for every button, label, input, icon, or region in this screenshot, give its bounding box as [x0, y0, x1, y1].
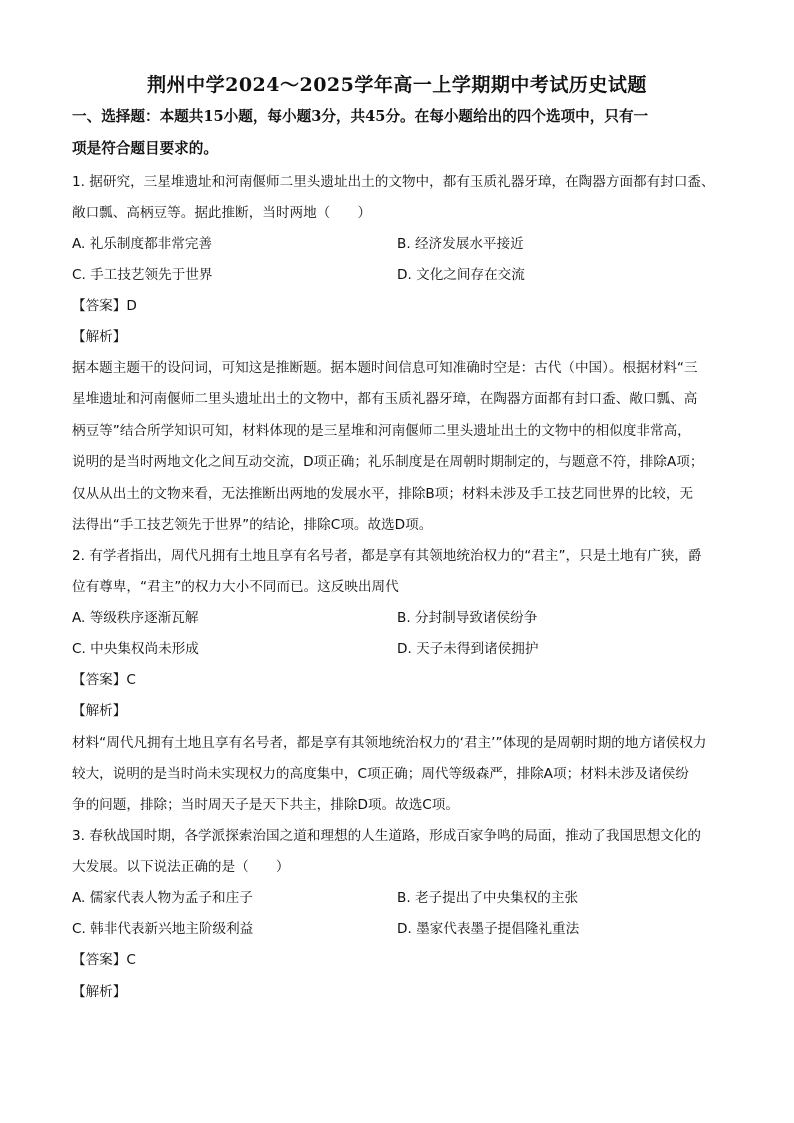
q3-stem-line-1: 3. 春秋战国时期，各学派探索治国之道和理想的人生道路，形成百家争鸣的局面，推动了我国思想文化的	[72, 828, 702, 844]
q1-analysis-line: 仅从从出土的文物来看，无法推断出两地的发展水平，排除B项；材料未涉及手工技艺同世界的比较，无	[72, 486, 694, 502]
q2-stem-line-1: 2. 有学者指出，周代凡拥有土地且享有名号者，都是享有其领地统治权力的“君主”，只是土地有广狭，爵	[72, 548, 702, 564]
q1-analysis-line: 柄豆等”结合所学知识可知，材料体现的是三星堆和河南偃师二里头遗址出土的文物中的相似度非常高，	[72, 423, 691, 439]
q1-option-d: D. 文化之间存在交流	[397, 267, 525, 283]
q2-option-a: A. 等级秩序逐渐瓦解	[72, 610, 199, 626]
q1-analysis-line: 法得出“手工技艺领先于世界”的结论，排除C项。故选D项。	[72, 517, 433, 533]
section-heading-line-2: 项是符合题目要求的。	[72, 140, 218, 157]
q2-answer: 【答案】C	[72, 672, 136, 688]
q1-option-a: A. 礼乐制度都非常完善	[72, 236, 213, 252]
q3-answer: 【答案】C	[72, 952, 136, 968]
q1-analysis-line: 说明的是当时两地文化之间互动交流，D项正确；礼乐制度是在周朝时期制定的，与题意不符，排除A项；	[72, 454, 704, 470]
q1-analysis-line: 星堆遗址和河南偃师二里头遗址出土的文物中，都有玉质礼器牙璋，在陶器方面都有封口盉、敞口瓢、高	[72, 391, 698, 407]
q1-analysis-label: 【解析】	[72, 329, 127, 345]
q2-analysis-line: 较大，说明的是当时尚未实现权力的高度集中，C项正确；周代等级森严，排除A项；材料未涉及诸侯纷	[72, 766, 689, 782]
q2-analysis-line: 争的问题，排除；当时周天子是天下共主，排除D项。故选C项。	[72, 797, 459, 813]
q3-option-a: A. 儒家代表人物为孟子和庄子	[72, 890, 253, 906]
q1-option-b: B. 经济发展水平接近	[397, 236, 524, 252]
q3-stem-line-2: 大发展。以下说法正确的是（ ）	[72, 859, 290, 875]
q3-analysis-label: 【解析】	[72, 984, 127, 1000]
q2-stem-line-2: 位有尊卑，“君主”的权力大小不同而已。这反映出周代	[72, 579, 399, 595]
q2-option-c: C. 中央集权尚未形成	[72, 641, 199, 657]
q1-stem-line-2: 敞口瓢、高柄豆等。据此推断，当时两地（ ）	[72, 205, 372, 221]
q2-analysis-line: 材料“周代凡拥有土地且享有名号者，都是享有其领地统治权力的‘君主’”体现的是周朝时期的地方诸侯权力	[72, 735, 707, 751]
q1-option-c: C. 手工技艺领先于世界	[72, 267, 213, 283]
q3-option-c: C. 韩非代表新兴地主阶级利益	[72, 921, 254, 937]
q1-stem-line-1: 1. 据研究，三星堆遗址和河南偃师二里头遗址出土的文物中，都有玉质礼器牙璋，在陶器方面都有封口盉、	[72, 174, 715, 190]
section-heading-line-1: 一、选择题：本题共15小题，每小题3分，共45分。在每小题给出的四个选项中，只有一	[72, 108, 649, 125]
page-title: 荆州中学2024～2025学年高一上学期期中考试历史试题	[147, 74, 647, 96]
q2-analysis-label: 【解析】	[72, 703, 127, 719]
q2-option-b: B. 分封制导致诸侯纷争	[397, 610, 538, 626]
q1-answer: 【答案】D	[72, 298, 137, 314]
q2-option-d: D. 天子未得到诸侯拥护	[397, 641, 539, 657]
q3-option-b: B. 老子提出了中央集权的主张	[397, 890, 579, 906]
q1-analysis-line: 据本题主题干的设问词，可知这是推断题。据本题时间信息可知准确时空是：古代（中国）。根据材料“三	[72, 360, 698, 376]
q3-option-d: D. 墨家代表墨子提倡隆礼重法	[397, 921, 580, 937]
